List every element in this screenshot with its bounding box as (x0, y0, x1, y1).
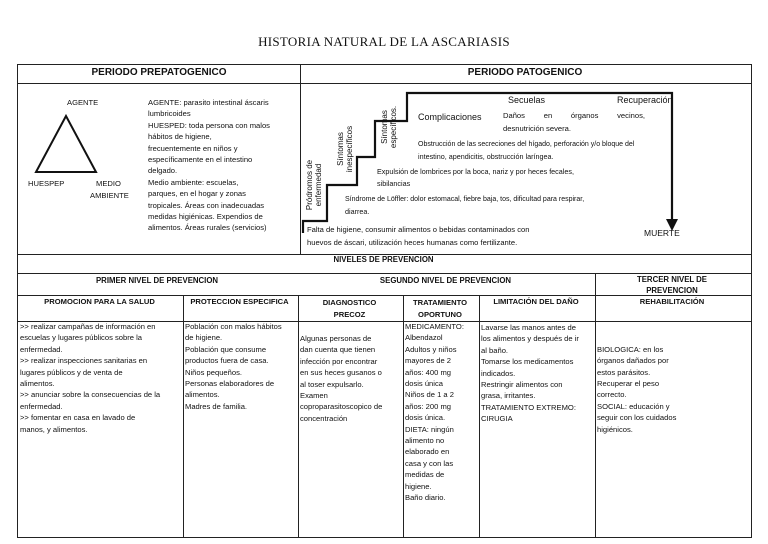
text-line: órganos dañados por (597, 356, 669, 366)
text-line: grasa, irritantes. (481, 391, 536, 401)
danos-text: Daños en órganos vecinos, (503, 111, 645, 120)
text-line: tropicales. Áreas con inadecuadas (148, 200, 265, 210)
text-line: Examen (300, 391, 328, 401)
divider (298, 295, 299, 537)
text-line: AGENTE: parasito intestinal áscaris (148, 98, 269, 107)
primer-nivel-header: PRIMER NIVEL DE PREVENCION (95, 276, 219, 285)
divider (595, 273, 596, 537)
text-line: Restringir alimentos con (481, 380, 563, 390)
especificos-label: Síntomas específicos. (380, 105, 398, 149)
text-line: >> anunciar sobre la consecuencias de la (20, 390, 161, 400)
divider (183, 295, 184, 537)
text-line: dosis única. (405, 413, 446, 423)
limitacion-content (481, 322, 591, 425)
text-line: de higiene. (185, 333, 223, 343)
text-line: dan cuenta que tienen (300, 345, 376, 355)
segundo-nivel-header: SEGUNDO NIVEL DE PREVENCION (379, 276, 512, 285)
text-line: BIOLOGICA: en los (597, 344, 664, 354)
text-line: concentración (300, 413, 348, 423)
text-line: higiene. (405, 481, 432, 491)
text-line: casa y con las (405, 458, 454, 468)
col-proteccion-header: PROTECCION ESPECIFICA (190, 297, 289, 306)
expulsion-text-2: sibilancias (377, 179, 411, 188)
col-limitacion-header: LIMITACIÓN DEL DAÑO (493, 297, 579, 306)
text-line: parques, en el hogar y zonas (148, 189, 246, 199)
text-line: dosis única (405, 379, 443, 389)
rehabilitacion-content (597, 321, 747, 435)
text-line: coproparasitoscopico de (300, 402, 383, 412)
falta-higiene-text-2: huevos de áscari, utilización heces humanas como fertilizante. (307, 238, 518, 247)
text-line: >> realizar campañas de información en (20, 322, 156, 331)
divider (479, 295, 480, 537)
promocion-content (20, 321, 179, 435)
text-line: Algunas personas de (300, 334, 372, 343)
text-line: TRATAMIENTO EXTREMO: (481, 402, 576, 412)
text-line: medidas higiénicas. Expendios de (148, 212, 263, 222)
expulsion-text: Expulsión de lombrices por la boca, nariz y por heces fecales, (377, 167, 574, 176)
text-line: en sus heces gusanos o (300, 368, 382, 378)
text-line: elaborado en (405, 447, 450, 457)
text-line: lumbricoides (148, 109, 191, 119)
col-rehabilitacion-header: REHABILITACIÓN (639, 297, 705, 306)
text-line: los alimentos y después de ir (481, 334, 579, 344)
text-line: Personas elaboradores de (185, 379, 275, 389)
niveles-header: NIVELES DE PREVENCION (333, 255, 434, 264)
text-line: productos fuera de casa. (185, 356, 269, 366)
muerte-label: MUERTE (644, 228, 680, 238)
text-line: mayores de 2 (405, 356, 452, 366)
text-line: HUESPED: toda persona con malos (148, 120, 270, 130)
text-line: Población con malos hábitos (185, 322, 282, 331)
text-line: Albendazol (405, 333, 443, 343)
text-line: seguir con los cuidados (597, 413, 677, 423)
col-promocion-header: PROMOCION PARA LA SALUD (44, 297, 155, 306)
text-line (597, 332, 747, 343)
text-line: alimentos. (185, 390, 220, 400)
inespecificos-label: Síntomas inespecíficos (336, 125, 354, 173)
text-line: enfermedad. (20, 344, 63, 354)
diagnostico-content (300, 333, 399, 424)
text-line: MEDICAMENTO: (405, 322, 464, 331)
text-line: Recuperar el peso (597, 379, 660, 388)
text-line: Tomarse los medicamentos (481, 357, 574, 367)
patogenico-header: PERIODO PATOGENICO (467, 67, 583, 78)
text-line: alimentos. (20, 379, 55, 389)
prodromos-label: Pródromos de enfermedad (305, 159, 323, 211)
text-line: Lavarse las manos antes de (481, 323, 576, 332)
text-line: lugares públicos y de venta de (20, 367, 123, 377)
text-line: Niños pequeños. (185, 367, 242, 377)
text-line: infección por encontrar (300, 356, 378, 366)
loffler-text: Síndrome de Löffler: dolor estomacal, fiebre baja, tos, dificultad para respirar, (345, 196, 585, 203)
text-line: CIRUGIA (481, 414, 513, 424)
triangle-ambiente-label: AMBIENTE (90, 191, 129, 200)
text-line: escuelas y lugares públicos sobre la (20, 333, 142, 343)
text-line: hábitos de higiene, (148, 132, 212, 142)
secuelas-label: Secuelas (508, 95, 546, 105)
text-line: al baño. (481, 345, 509, 355)
text-line: higiénicos. (597, 424, 633, 434)
text-line: años: 200 mg (405, 401, 452, 411)
text-line: DIETA: ningún (405, 424, 454, 434)
text-line: Madres de familia. (185, 401, 248, 411)
divider (403, 295, 404, 537)
complicaciones-label: Complicaciones (418, 112, 482, 122)
prepatogenico-header: PERIODO PREPATOGENICO (91, 67, 227, 78)
text-line: Baño diario. (405, 493, 446, 503)
triangle-agente-label: AGENTE (67, 98, 99, 107)
page-title: HISTORIA NATURAL DE LA ASCARIASIS (258, 34, 510, 49)
text-line: indicados. (481, 368, 516, 378)
proteccion-content (185, 321, 294, 412)
text-line (597, 321, 747, 332)
text-line: enfermedad. (20, 401, 63, 411)
falta-higiene-text: Falta de higiene, consumir alimentos o bebidas contaminados con (307, 225, 530, 234)
text-line: alimentos. Áreas rurales (servicios) (148, 223, 267, 233)
text-line: >> fomentar en casa en lavado de (20, 413, 136, 423)
text-line: frecuentemente en niños y (148, 143, 238, 153)
epidemiological-triangle-icon (30, 110, 140, 180)
text-line: manos, y alimentos. (20, 424, 88, 434)
col-diagnostico-header: DIAGNOSTICO PRECOZ (322, 298, 377, 319)
text-line: delgado. (148, 166, 178, 176)
text-line: medidas de (405, 470, 445, 480)
text-line: años: 400 mg (405, 367, 452, 377)
tratamiento-content (405, 321, 475, 504)
disease-progression-staircase (300, 83, 750, 243)
danos-text-2: desnutrición severa. (503, 124, 571, 133)
text-line: estos parásitos. (597, 367, 651, 377)
obstruccion-text-2: intestino, apendicitis, obstrucción laríngea. (418, 152, 554, 161)
text-line: específicamente en el intestino (148, 155, 253, 165)
text-line: SOCIAL: educación y (597, 401, 670, 411)
text-line: al toser expulsarlo. (300, 379, 364, 389)
triangle-medio-label: MEDIO (96, 179, 121, 188)
recuperacion-label: Recuperación (617, 95, 673, 105)
text-line: Adultos y niños (405, 344, 457, 354)
tercer-nivel-header: TERCER NIVEL DE PREVENCION (636, 275, 708, 295)
text-line: Niños de 1 a 2 (405, 390, 454, 400)
text-line: >> realizar inspecciones sanitarias en (20, 356, 148, 366)
triangle-huesped-label: HUESPEP (28, 179, 65, 188)
text-line: correcto. (597, 390, 627, 400)
text-line: Población que consume (185, 344, 267, 354)
col-tratamiento-header: TRATAMIENTO OPORTUNO (413, 298, 467, 319)
prepatogenico-description (148, 97, 278, 234)
text-line: alimento no (405, 436, 445, 446)
obstruccion-text: Obstrucción de las secreciones del hígado, perforación y/o bloque del (418, 141, 635, 148)
loffler-text-2: diarrea. (345, 207, 370, 216)
text-line: Medio ambiente: escuelas, (148, 177, 239, 187)
